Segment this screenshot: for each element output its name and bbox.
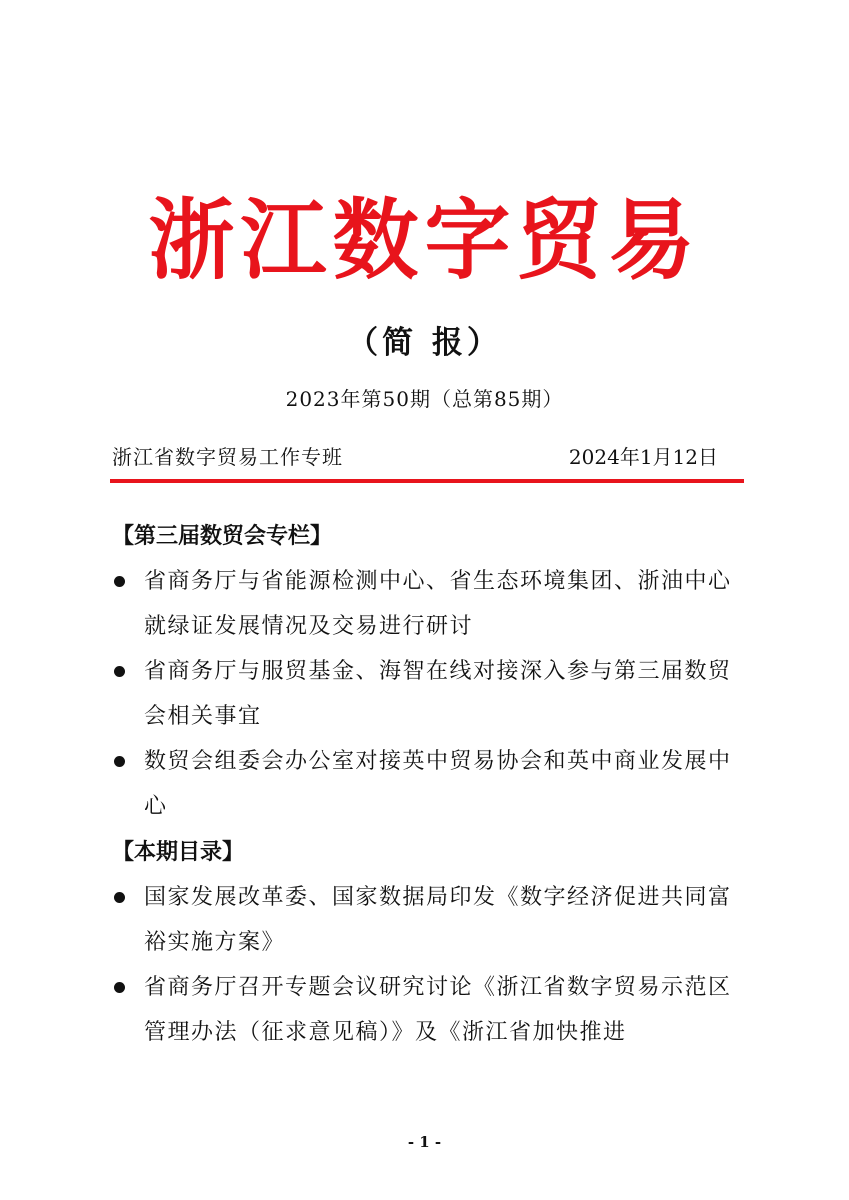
section-special-column — [112, 515, 744, 829]
bullet-icon — [114, 666, 125, 677]
publisher: 浙江省数字贸易工作专班 — [112, 445, 343, 469]
item-list — [112, 559, 744, 829]
bullet-icon — [114, 982, 125, 993]
bullet-icon — [114, 892, 125, 903]
content — [112, 515, 744, 1055]
list-item — [112, 649, 744, 739]
list-item-text: 省商务厅召开专题会议研究讨论《浙江省数字贸易示范区管理办法（征求意见稿）》及《浙江省加快推进 — [144, 975, 732, 1045]
list-item-text: 省商务厅与省能源检测中心、省生态环境集团、浙油中心就绿证发展情况及交易进行研讨 — [144, 569, 732, 639]
section-table-of-contents — [112, 831, 744, 1055]
list-item-text: 数贸会组委会办公室对接英中贸易协会和英中商业发展中心 — [144, 749, 732, 819]
list-item-text: 国家发展改革委、国家数据局印发《数字经济促进共同富裕实施方案》 — [144, 885, 732, 955]
list-item-text: 省商务厅与服贸基金、海智在线对接深入参与第三届数贸会相关事宜 — [144, 659, 732, 729]
publish-date: 2024年1月12日 — [568, 445, 718, 469]
bullet-icon — [114, 576, 125, 587]
section-heading: 【第三届数贸会专栏】 — [112, 524, 333, 549]
bullet-icon — [114, 756, 125, 767]
header-divider — [110, 479, 744, 483]
page-number: - 1 - — [407, 1133, 442, 1151]
list-item — [112, 965, 744, 1055]
list-item — [112, 875, 744, 965]
issue-number: 2023年第50期（总第85期） — [285, 387, 564, 411]
section-heading: 【本期目录】 — [112, 840, 245, 865]
masthead-subtitle: （简 报） — [347, 325, 502, 361]
masthead-title: 浙江数字贸易 — [148, 188, 701, 292]
list-item — [112, 559, 744, 649]
item-list — [112, 875, 744, 1055]
list-item — [112, 739, 744, 829]
